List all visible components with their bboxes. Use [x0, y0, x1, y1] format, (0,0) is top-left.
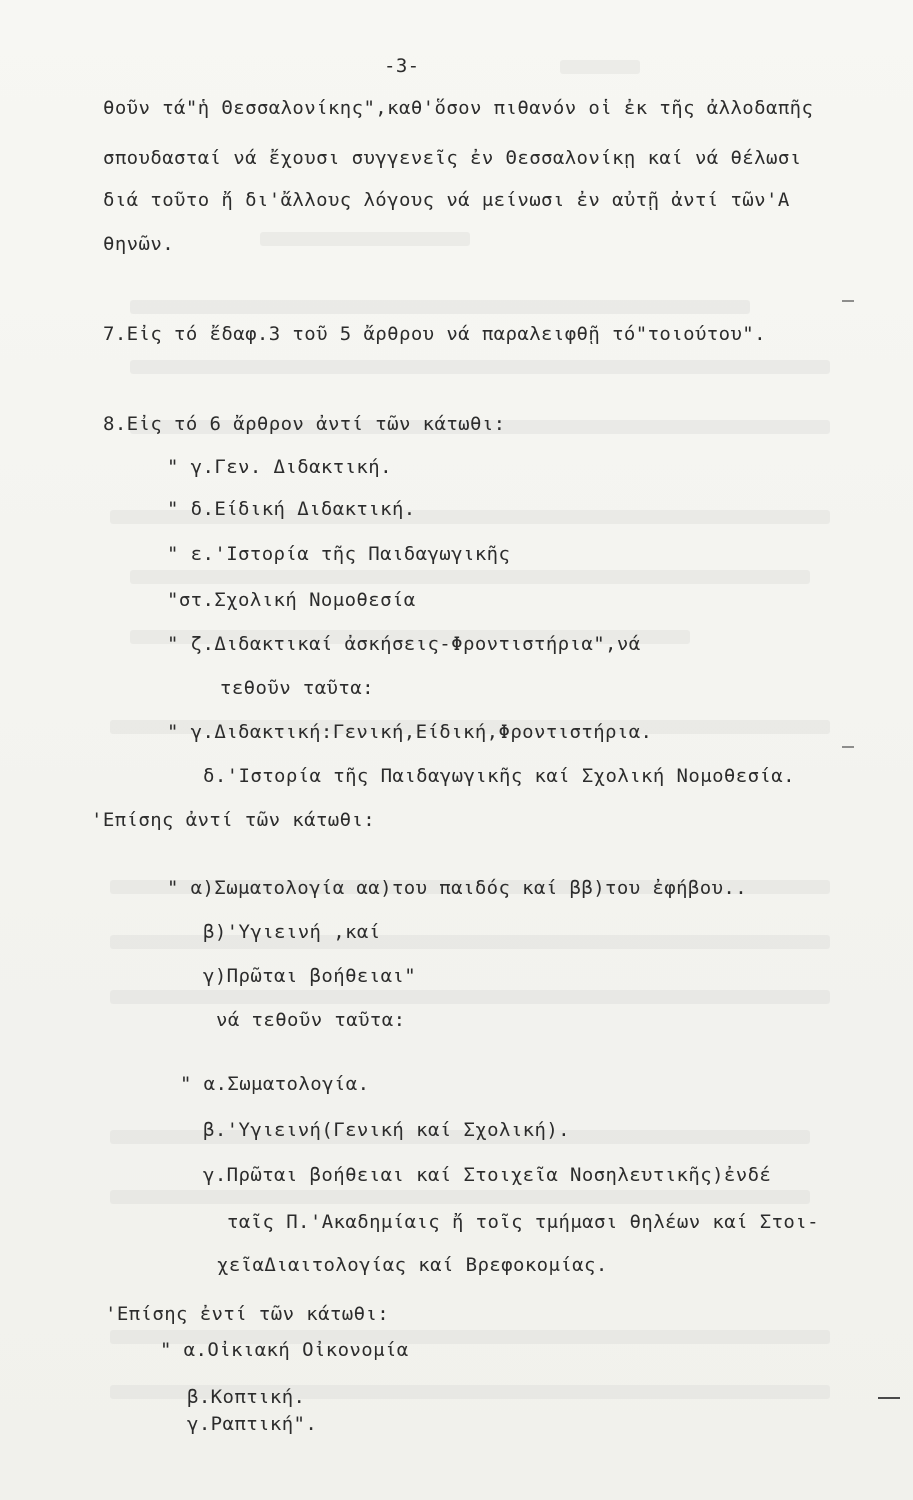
- text-line: θηνῶν.: [103, 233, 175, 255]
- text-line: νά τεθοῦν ταῦτα:: [216, 1009, 406, 1031]
- text-line: γ.Πρῶται βοήθειαι καί Στοιχεῖα Νοσηλευτικῆς)ἐνδέ: [203, 1164, 772, 1186]
- text-line: "στ.Σχολική Νομοθεσία: [167, 589, 416, 611]
- text-line: ταῖς Π.'Ακαδημίαις ἤ τοῖς τμήμασι θηλέων καί Στοι-: [227, 1211, 819, 1233]
- text-line: " γ.Γεν. Διδακτική.: [167, 456, 392, 478]
- text-line: " ε.'Ιστορία τῆς Παιδαγωγικῆς: [167, 543, 511, 565]
- text-line: β.Κοπτική.: [187, 1386, 306, 1408]
- text-line: χεῖαΔιαιτολογίας καί Βρεφοκομίας.: [217, 1254, 608, 1276]
- text-line: " α)Σωματολογία αα)του παιδός καί ββ)του ἐφήβου..: [167, 877, 748, 899]
- text-line: β.'Υγιεινή(Γενική καί Σχολική).: [203, 1119, 571, 1141]
- page-number: -3-: [384, 55, 420, 77]
- text-line: γ)Πρῶται βοήθειαι": [203, 965, 417, 987]
- text-line: σπουδασταί νά ἔχουσι συγγενεῖς ἐν Θεσσαλονίκῃ καί νά θέλωσι: [103, 147, 802, 169]
- text-line: 'Επίσης ἐντί τῶν κάτωθι:: [105, 1303, 390, 1325]
- text-line: γ.Ραπτική".: [187, 1413, 318, 1435]
- text-line: β)'Υγιεινή ,καί: [203, 921, 381, 943]
- text-line: " γ.Διδακτική:Γενική,Είδική,Φροντιστήρια.: [167, 721, 653, 743]
- text-line: " α.Σωματολογία.: [180, 1073, 370, 1095]
- text-line: θοῦν τά"ἡ Θεσσαλονίκης",καθ'ὅσον πιθανόν οἱ ἐκ τῆς ἀλλοδαπῆς: [103, 97, 814, 119]
- margin-dash: [842, 300, 854, 302]
- text-line: τεθοῦν ταῦτα:: [220, 677, 374, 699]
- text-line: διά τοῦτο ἤ δι'ἄλλους λόγους νά μείνωσι ἐν αὐτῇ ἀντί τῶν'Α: [103, 189, 790, 211]
- text-line: 8.Εἰς τό 6 ἄρθρον ἀντί τῶν κάτωθι:: [103, 413, 506, 435]
- text-line: " ζ.Διδακτικαί ἀσκήσεις-Φροντιστήρια",νά: [167, 633, 641, 655]
- margin-dash: [842, 746, 854, 748]
- text-line: " α.Οἰκιακή Οἰκονομία: [160, 1339, 409, 1361]
- text-line: 7.Εἰς τό ἔδαφ.3 τοῦ 5 ἄρθρου νά παραλειφθῇ τό"τοιούτου".: [103, 323, 766, 345]
- text-line: 'Επίσης ἀντί τῶν κάτωθι:: [91, 809, 376, 831]
- text-line: δ.'Ιστορία τῆς Παιδαγωγικῆς καί Σχολική Νομοθεσία.: [203, 765, 795, 787]
- text-line: " δ.Είδική Διδακτική.: [167, 498, 416, 520]
- margin-dash: [878, 1397, 900, 1399]
